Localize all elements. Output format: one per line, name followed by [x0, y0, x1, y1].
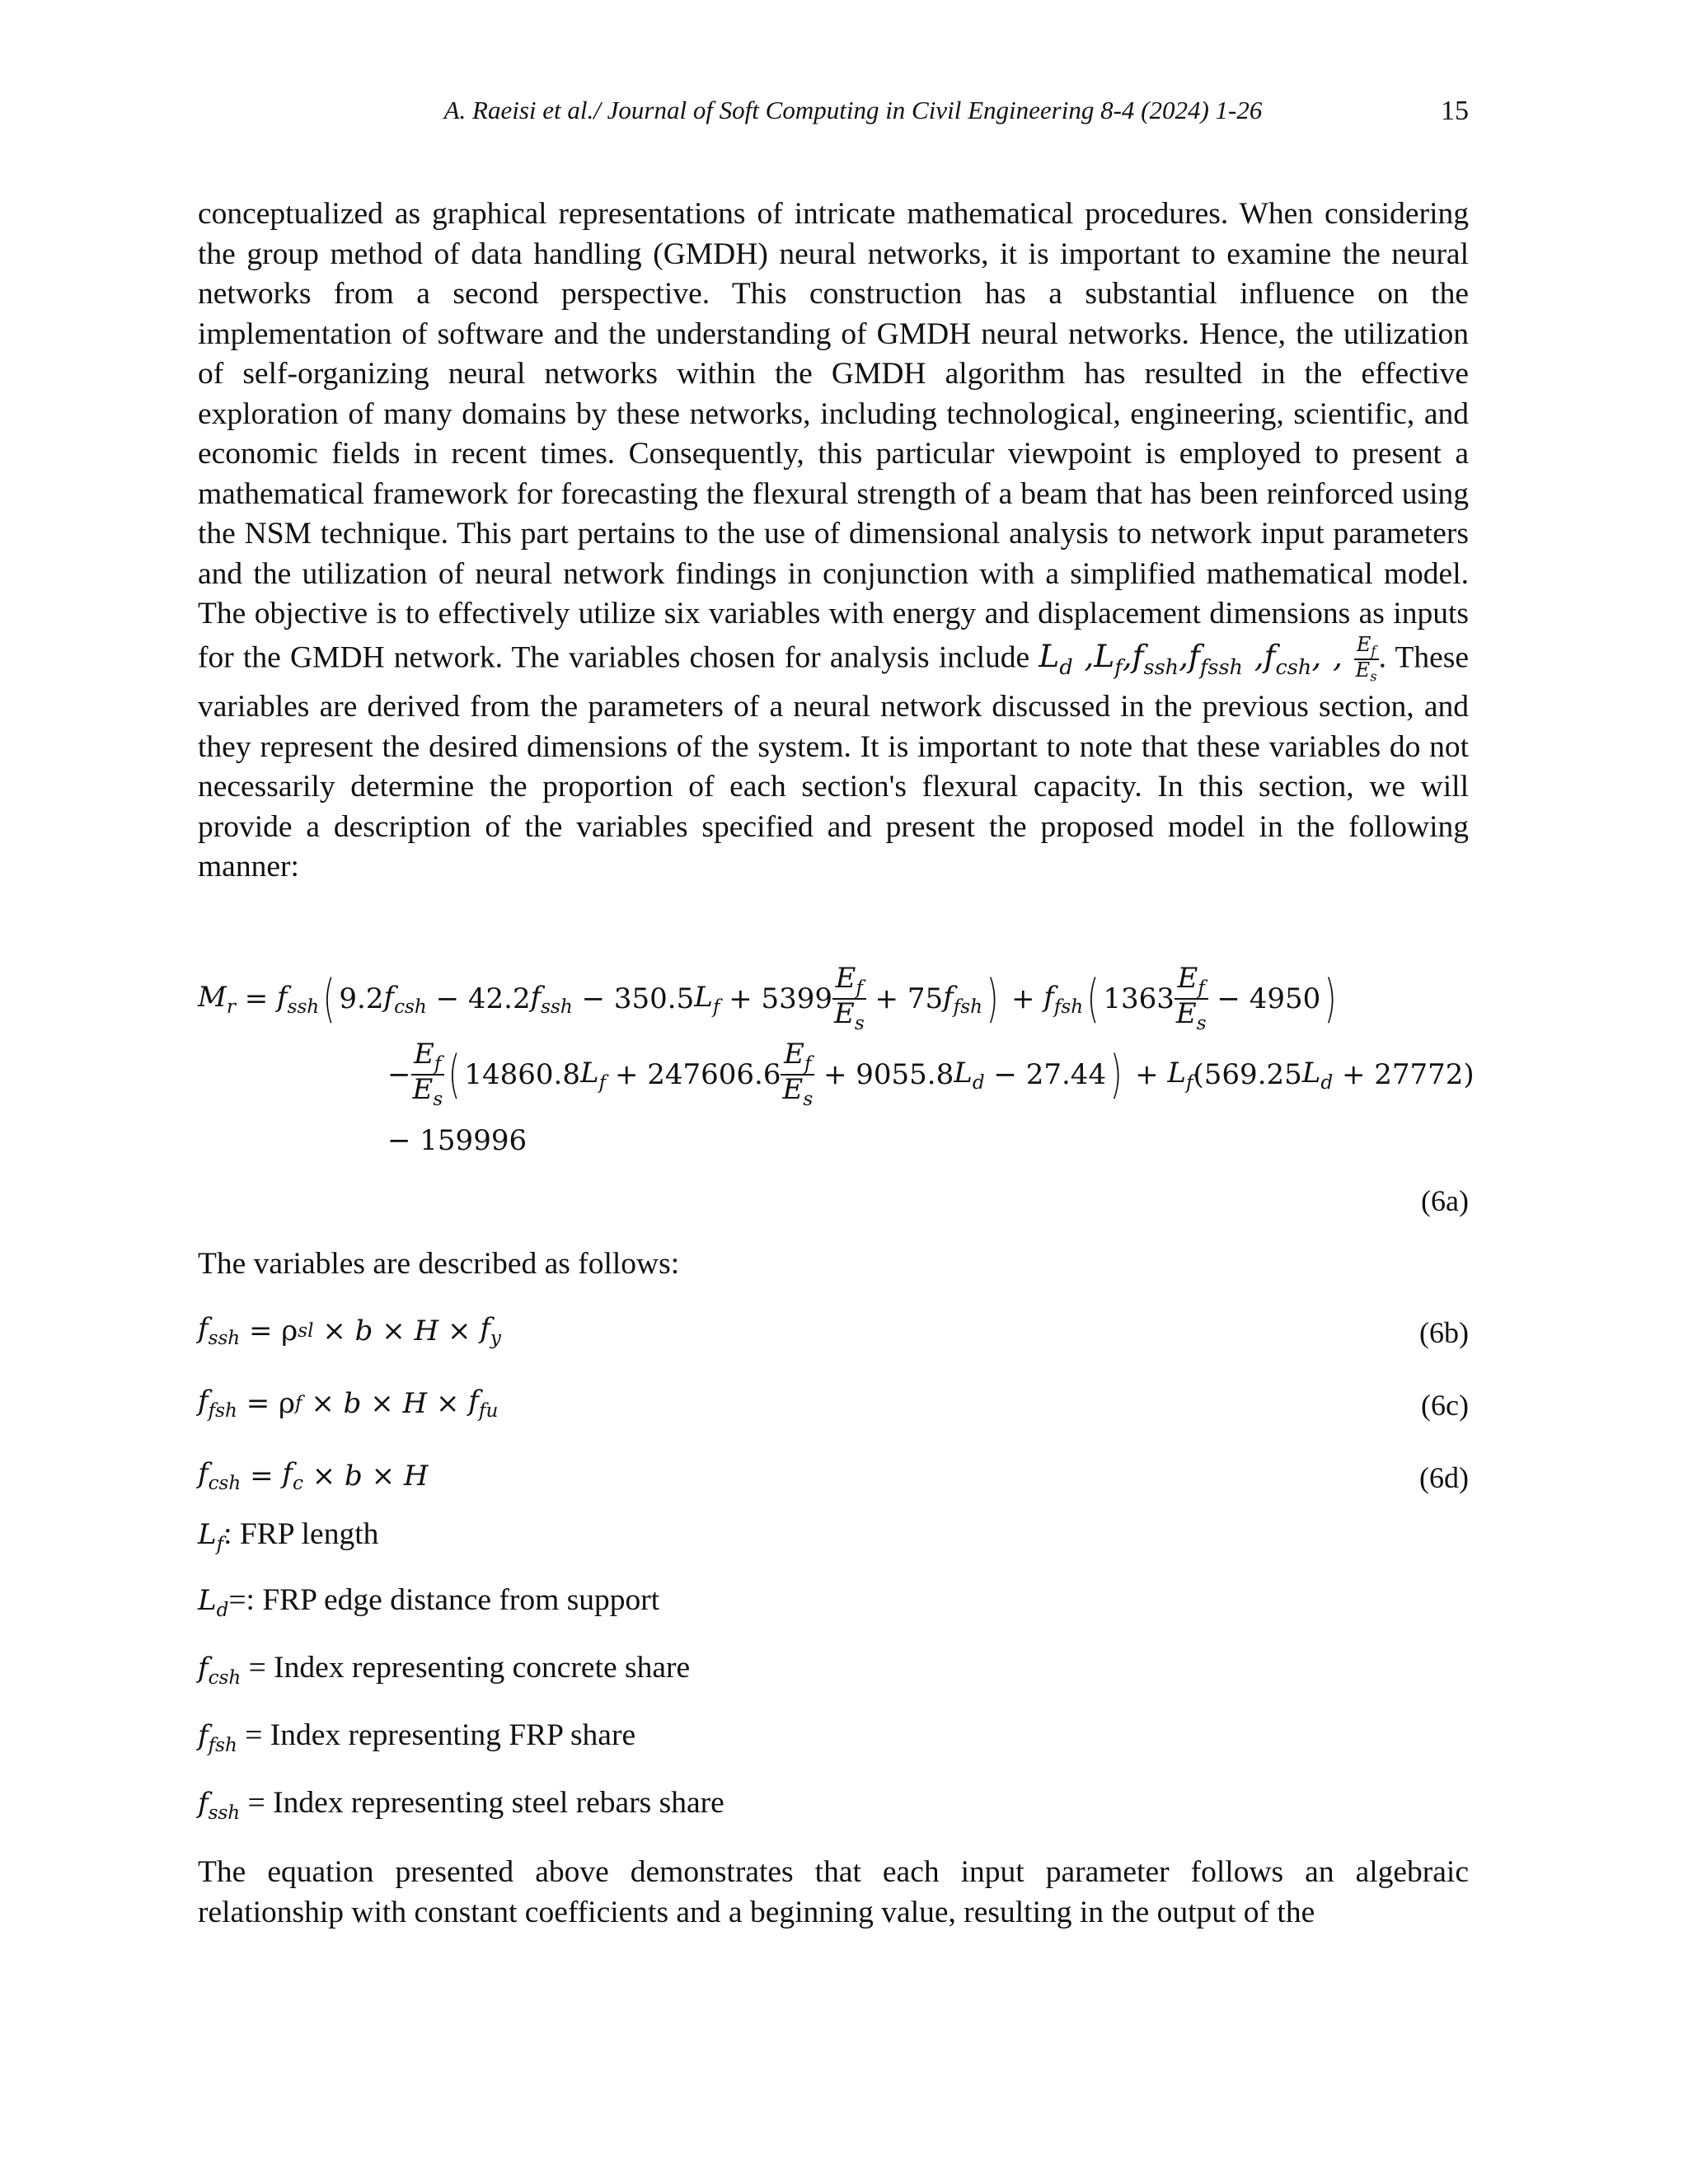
running-head: A. Raeisi et al./ Journal of Soft Computing in Civil Engineering 8-4 (2024) 1-26 [443, 96, 1263, 124]
paragraph-intro-text-2: . These variables are derived from the parameters of a neural network discussed in the previous section, and they represent the desired dimensions of the system. It is important to note that these variables do not necessarily determine the proportion of each section's flexural capacity. In this section, we will provide a description of the variables specified and present the proposed model in the following manner: [198, 640, 1469, 884]
equation-6a-number: (6a) [1421, 1184, 1469, 1217]
paragraph-conclusion: The equation presented above demonstrates that each input parameter follows an algebraic relationship with constant coefficients and a beginning value, resulting in the output of the [198, 1855, 1469, 1929]
described-intro: The variables are described as follows: [198, 1247, 680, 1281]
variables-list: $L_d$ $,L_f,f_{ssh},f_{fssh}$ $,f_{csh}$, , $\frac{E_f}{E_s}$ [1039, 632, 1377, 685]
ef-over-es-fraction: $\frac{E_f}{E_s}$ [1355, 632, 1377, 685]
equation-6a-line-3: − 159996 [387, 1124, 528, 1157]
equation-6a-line-1: $M_r$ = $f_{ssh}$ ( 9.2 $f_{csh}$ − 42.2 $f_{ssh}$ − 350.5 $L_f$ + 5399 $\frac{E_f}{E_s}$ + 75 $f_{fsh}$ ) + $f_{fsh}$ ( 1363 $\frac{E_f}{E_s}$ − 4950 ) [198, 962, 1337, 1035]
definition-ffsh: $f_{fsh}$ = Index representing FRP share [198, 1718, 636, 1757]
definition-fcsh: $f_{csh}$ = Index representing concrete share [198, 1651, 691, 1690]
paragraph-intro [198, 194, 1469, 888]
equation-6c: $f_{fsh}$ = ρ f × b × H × $f_{fu}$ [198, 1385, 499, 1422]
equation-6c-number: (6c) [1421, 1389, 1469, 1422]
definition-fssh: $f_{ssh}$ = Index representing steel rebars share [198, 1786, 724, 1825]
equation-6b: $f_{ssh}$ = ρ sl × b × H × $f_y$ [198, 1312, 501, 1350]
paragraph-intro-text: conceptualized as graphical representations of intricate mathematical procedures. When considering the group method of data handling (GMDH) neural networks, it is important to examine the neural networks from a second perspective. This construction has a substantial influence on the implementation of software and the understanding of GMDH neural networks. Hence, the utilization of self-organizing neural networks within the GMDH algorithm has resulted in the effective exploration of many domains by these networks, including technological, engineering, scientific, and economic fields in recent times. Consequently, this particular viewpoint is employed to present a mathematical framework for forecasting the flexural strength of a beam that has been reinforced using the NSM technique. This part pertains to the use of dimensional analysis to network input parameters and the utilization of neural network findings in conjunction with a simplified mathematical model. The objective is to effectively utilize six variables with energy and displacement dimensions as inputs for the GMDH network. The variables chosen for analysis include [198, 197, 1469, 675]
equation-6b-number: (6b) [1419, 1316, 1469, 1349]
definition-ld: $L_d=$: FRP edge distance from support [198, 1583, 660, 1622]
page-number: 15 [1441, 96, 1469, 126]
equation-6d-number: (6d) [1419, 1461, 1469, 1494]
equation-6d: $f_{csh}$ = $f_c$ × b × H [198, 1457, 429, 1495]
equation-6a-line-2: − $\frac{E_f}{E_s}$ ( 14860.8 $L_f$ + 247606.6 $\frac{E_f}{E_s}$ + 9055.8 $L_d$ − 27.44 ) + $L_f$ ( 569.25 $L_d$ + 27772 ) [387, 1038, 1475, 1111]
definition-lf: $L_f$: FRP length [198, 1517, 379, 1556]
